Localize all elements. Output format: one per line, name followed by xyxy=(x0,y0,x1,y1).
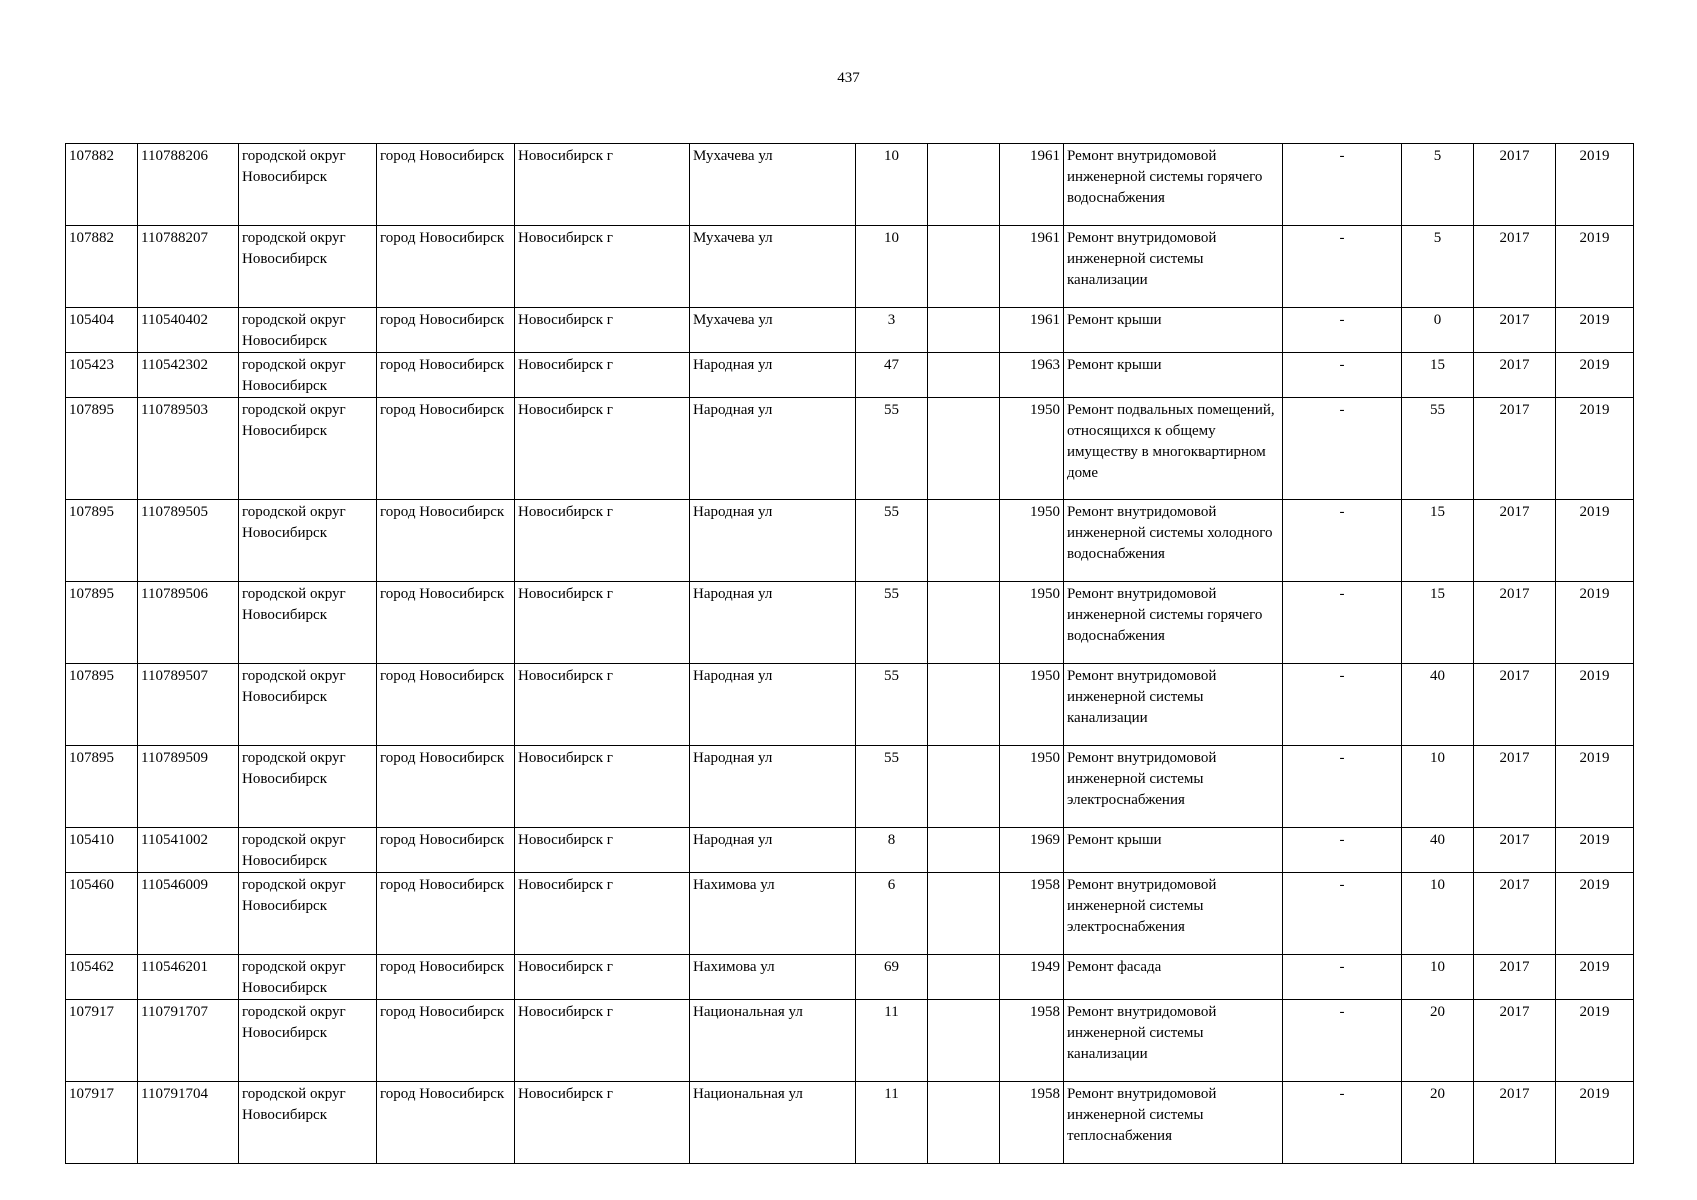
cell-house-number: 11 xyxy=(856,1000,928,1082)
cell-building xyxy=(928,582,1000,664)
table-row xyxy=(66,746,1634,828)
table-row xyxy=(66,1000,1634,1082)
cell-house-id: 107917 xyxy=(66,1000,138,1082)
table-row xyxy=(66,398,1634,500)
cell-end-year: 2019 xyxy=(1556,582,1634,664)
cell-end-year: 2019 xyxy=(1556,955,1634,1000)
cell-work-type: Ремонт внутридомовой инженерной системы канализации xyxy=(1064,226,1283,308)
cell-cost: 10 xyxy=(1402,873,1474,955)
cell-year-built: 1950 xyxy=(1000,500,1064,582)
cell-municipal-district: городской округ Новосибирск xyxy=(239,828,377,873)
cell-dash-mark: - xyxy=(1283,1082,1402,1164)
cell-locality: Новосибирск г xyxy=(515,500,690,582)
table-row xyxy=(66,828,1634,873)
cell-work-type: Ремонт внутридомовой инженерной системы канализации xyxy=(1064,1000,1283,1082)
cell-work-type: Ремонт внутридомовой инженерной системы теплоснабжения xyxy=(1064,1082,1283,1164)
cell-year-built: 1958 xyxy=(1000,1000,1064,1082)
cell-cost: 40 xyxy=(1402,828,1474,873)
cell-house-number: 8 xyxy=(856,828,928,873)
cell-dash-mark: - xyxy=(1283,873,1402,955)
cell-municipal-district: городской округ Новосибирск xyxy=(239,955,377,1000)
cell-cost: 40 xyxy=(1402,664,1474,746)
cell-municipal-district: городской округ Новосибирск xyxy=(239,746,377,828)
cell-work-id: 110789509 xyxy=(138,746,239,828)
cell-end-year: 2019 xyxy=(1556,873,1634,955)
cell-end-year: 2019 xyxy=(1556,828,1634,873)
cell-dash-mark: - xyxy=(1283,353,1402,398)
page-number: 437 xyxy=(837,70,860,86)
cell-settlement: город Новосибирск xyxy=(377,144,515,226)
cell-house-id: 107895 xyxy=(66,582,138,664)
cell-municipal-district: городской округ Новосибирск xyxy=(239,226,377,308)
cell-settlement: город Новосибирск xyxy=(377,353,515,398)
cell-settlement: город Новосибирск xyxy=(377,746,515,828)
cell-start-year: 2017 xyxy=(1474,746,1556,828)
cell-work-type: Ремонт крыши xyxy=(1064,308,1283,353)
cell-street: Народная ул xyxy=(690,828,856,873)
cell-work-type: Ремонт внутридомовой инженерной системы электроснабжения xyxy=(1064,746,1283,828)
cell-settlement: город Новосибирск xyxy=(377,582,515,664)
cell-work-type: Ремонт внутридомовой инженерной системы холодного водоснабжения xyxy=(1064,500,1283,582)
cell-house-id: 107882 xyxy=(66,226,138,308)
cell-start-year: 2017 xyxy=(1474,1082,1556,1164)
cell-locality: Новосибирск г xyxy=(515,353,690,398)
cell-cost: 20 xyxy=(1402,1000,1474,1082)
cell-start-year: 2017 xyxy=(1474,398,1556,500)
cell-year-built: 1961 xyxy=(1000,144,1064,226)
cell-end-year: 2019 xyxy=(1556,226,1634,308)
cell-building xyxy=(928,398,1000,500)
cell-dash-mark: - xyxy=(1283,664,1402,746)
table-body xyxy=(66,144,1634,1164)
cell-house-number: 55 xyxy=(856,746,928,828)
cell-locality: Новосибирск г xyxy=(515,955,690,1000)
cell-year-built: 1958 xyxy=(1000,1082,1064,1164)
cell-work-id: 110546201 xyxy=(138,955,239,1000)
cell-start-year: 2017 xyxy=(1474,955,1556,1000)
cell-work-id: 110546009 xyxy=(138,873,239,955)
table-row xyxy=(66,1082,1634,1164)
cell-start-year: 2017 xyxy=(1474,226,1556,308)
cell-locality: Новосибирск г xyxy=(515,746,690,828)
cell-municipal-district: городской округ Новосибирск xyxy=(239,1082,377,1164)
cell-street: Нахимова ул xyxy=(690,873,856,955)
cell-cost: 15 xyxy=(1402,582,1474,664)
cell-house-number: 3 xyxy=(856,308,928,353)
cell-municipal-district: городской округ Новосибирск xyxy=(239,664,377,746)
cell-house-number: 55 xyxy=(856,398,928,500)
cell-building xyxy=(928,873,1000,955)
table-row xyxy=(66,582,1634,664)
cell-cost: 10 xyxy=(1402,955,1474,1000)
cell-street: Народная ул xyxy=(690,500,856,582)
cell-street: Народная ул xyxy=(690,398,856,500)
cell-street: Мухачева ул xyxy=(690,144,856,226)
cell-work-id: 110789507 xyxy=(138,664,239,746)
cell-house-id: 107917 xyxy=(66,1082,138,1164)
cell-house-id: 105410 xyxy=(66,828,138,873)
cell-house-id: 105404 xyxy=(66,308,138,353)
cell-end-year: 2019 xyxy=(1556,308,1634,353)
cell-settlement: город Новосибирск xyxy=(377,1000,515,1082)
cell-settlement: город Новосибирск xyxy=(377,398,515,500)
cell-dash-mark: - xyxy=(1283,500,1402,582)
cell-work-type: Ремонт подвальных помещений, относящихся к общему имуществу в многоквартирном доме xyxy=(1064,398,1283,500)
cell-start-year: 2017 xyxy=(1474,353,1556,398)
cell-cost: 15 xyxy=(1402,500,1474,582)
cell-start-year: 2017 xyxy=(1474,308,1556,353)
cell-locality: Новосибирск г xyxy=(515,308,690,353)
cell-year-built: 1950 xyxy=(1000,664,1064,746)
cell-work-id: 110791704 xyxy=(138,1082,239,1164)
cell-dash-mark: - xyxy=(1283,226,1402,308)
cell-locality: Новосибирск г xyxy=(515,1082,690,1164)
table-row xyxy=(66,226,1634,308)
cell-work-type: Ремонт фасада xyxy=(1064,955,1283,1000)
cell-year-built: 1950 xyxy=(1000,398,1064,500)
cell-municipal-district: городской округ Новосибирск xyxy=(239,873,377,955)
cell-start-year: 2017 xyxy=(1474,500,1556,582)
cell-building xyxy=(928,353,1000,398)
cell-work-type: Ремонт внутридомовой инженерной системы горячего водоснабжения xyxy=(1064,582,1283,664)
cell-locality: Новосибирск г xyxy=(515,582,690,664)
cell-cost: 10 xyxy=(1402,746,1474,828)
cell-cost: 20 xyxy=(1402,1082,1474,1164)
cell-building xyxy=(928,226,1000,308)
cell-street: Мухачева ул xyxy=(690,226,856,308)
cell-house-number: 10 xyxy=(856,144,928,226)
cell-house-number: 55 xyxy=(856,582,928,664)
cell-start-year: 2017 xyxy=(1474,144,1556,226)
cell-settlement: город Новосибирск xyxy=(377,1082,515,1164)
cell-end-year: 2019 xyxy=(1556,353,1634,398)
cell-house-number: 11 xyxy=(856,1082,928,1164)
cell-year-built: 1950 xyxy=(1000,582,1064,664)
cell-house-id: 107895 xyxy=(66,746,138,828)
cell-dash-mark: - xyxy=(1283,144,1402,226)
cell-start-year: 2017 xyxy=(1474,582,1556,664)
cell-building xyxy=(928,955,1000,1000)
cell-house-id: 107895 xyxy=(66,664,138,746)
cell-work-type: Ремонт внутридомовой инженерной системы электроснабжения xyxy=(1064,873,1283,955)
cell-building xyxy=(928,746,1000,828)
cell-house-id: 105460 xyxy=(66,873,138,955)
cell-municipal-district: городской округ Новосибирск xyxy=(239,398,377,500)
cell-municipal-district: городской округ Новосибирск xyxy=(239,1000,377,1082)
cell-locality: Новосибирск г xyxy=(515,226,690,308)
table-row xyxy=(66,353,1634,398)
cell-dash-mark: - xyxy=(1283,398,1402,500)
cell-start-year: 2017 xyxy=(1474,664,1556,746)
cell-building xyxy=(928,1000,1000,1082)
cell-settlement: город Новосибирск xyxy=(377,226,515,308)
cell-year-built: 1950 xyxy=(1000,746,1064,828)
cell-street: Национальная ул xyxy=(690,1000,856,1082)
cell-work-id: 110540402 xyxy=(138,308,239,353)
cell-work-type: Ремонт внутридомовой инженерной системы горячего водоснабжения xyxy=(1064,144,1283,226)
cell-street: Мухачева ул xyxy=(690,308,856,353)
cell-dash-mark: - xyxy=(1283,582,1402,664)
cell-house-number: 6 xyxy=(856,873,928,955)
cell-work-id: 110541002 xyxy=(138,828,239,873)
cell-year-built: 1958 xyxy=(1000,873,1064,955)
cell-cost: 15 xyxy=(1402,353,1474,398)
cell-building xyxy=(928,308,1000,353)
cell-settlement: город Новосибирск xyxy=(377,873,515,955)
cell-end-year: 2019 xyxy=(1556,144,1634,226)
cell-building xyxy=(928,828,1000,873)
cell-work-id: 110788207 xyxy=(138,226,239,308)
cell-work-type: Ремонт крыши xyxy=(1064,353,1283,398)
cell-work-id: 110542302 xyxy=(138,353,239,398)
cell-year-built: 1963 xyxy=(1000,353,1064,398)
cell-locality: Новосибирск г xyxy=(515,873,690,955)
cell-house-id: 105423 xyxy=(66,353,138,398)
cell-house-number: 10 xyxy=(856,226,928,308)
cell-end-year: 2019 xyxy=(1556,1000,1634,1082)
cell-year-built: 1949 xyxy=(1000,955,1064,1000)
cell-cost: 5 xyxy=(1402,226,1474,308)
cell-house-id: 107895 xyxy=(66,398,138,500)
cell-work-id: 110789503 xyxy=(138,398,239,500)
cell-dash-mark: - xyxy=(1283,1000,1402,1082)
cell-locality: Новосибирск г xyxy=(515,1000,690,1082)
cell-locality: Новосибирск г xyxy=(515,398,690,500)
cell-year-built: 1961 xyxy=(1000,308,1064,353)
cell-end-year: 2019 xyxy=(1556,500,1634,582)
cell-locality: Новосибирск г xyxy=(515,144,690,226)
cell-settlement: город Новосибирск xyxy=(377,955,515,1000)
table-row xyxy=(66,144,1634,226)
cell-street: Народная ул xyxy=(690,582,856,664)
cell-municipal-district: городской округ Новосибирск xyxy=(239,582,377,664)
table-row xyxy=(66,308,1634,353)
cell-house-id: 107895 xyxy=(66,500,138,582)
table-row xyxy=(66,873,1634,955)
cell-municipal-district: городской округ Новосибирск xyxy=(239,500,377,582)
cell-dash-mark: - xyxy=(1283,308,1402,353)
table-row xyxy=(66,500,1634,582)
cell-house-number: 47 xyxy=(856,353,928,398)
cell-building xyxy=(928,144,1000,226)
cell-house-id: 105462 xyxy=(66,955,138,1000)
cell-cost: 55 xyxy=(1402,398,1474,500)
cell-work-id: 110791707 xyxy=(138,1000,239,1082)
cell-start-year: 2017 xyxy=(1474,828,1556,873)
cell-municipal-district: городской округ Новосибирск xyxy=(239,353,377,398)
cell-end-year: 2019 xyxy=(1556,1082,1634,1164)
cell-dash-mark: - xyxy=(1283,828,1402,873)
table-row xyxy=(66,955,1634,1000)
cell-building xyxy=(928,500,1000,582)
cell-settlement: город Новосибирск xyxy=(377,828,515,873)
cell-year-built: 1961 xyxy=(1000,226,1064,308)
cell-year-built: 1969 xyxy=(1000,828,1064,873)
cell-end-year: 2019 xyxy=(1556,398,1634,500)
cell-end-year: 2019 xyxy=(1556,746,1634,828)
cell-settlement: город Новосибирск xyxy=(377,500,515,582)
cell-house-number: 69 xyxy=(856,955,928,1000)
cell-house-number: 55 xyxy=(856,664,928,746)
cell-street: Национальная ул xyxy=(690,1082,856,1164)
cell-house-id: 107882 xyxy=(66,144,138,226)
cell-start-year: 2017 xyxy=(1474,873,1556,955)
cell-dash-mark: - xyxy=(1283,955,1402,1000)
cell-street: Народная ул xyxy=(690,353,856,398)
cell-work-type: Ремонт внутридомовой инженерной системы канализации xyxy=(1064,664,1283,746)
table-row xyxy=(66,664,1634,746)
cell-work-id: 110788206 xyxy=(138,144,239,226)
cell-street: Народная ул xyxy=(690,746,856,828)
cell-dash-mark: - xyxy=(1283,746,1402,828)
cell-locality: Новосибирск г xyxy=(515,664,690,746)
cell-house-number: 55 xyxy=(856,500,928,582)
cell-municipal-district: городской округ Новосибирск xyxy=(239,144,377,226)
cell-street: Народная ул xyxy=(690,664,856,746)
cell-start-year: 2017 xyxy=(1474,1000,1556,1082)
cell-settlement: город Новосибирск xyxy=(377,664,515,746)
cell-settlement: город Новосибирск xyxy=(377,308,515,353)
cell-end-year: 2019 xyxy=(1556,664,1634,746)
cell-work-type: Ремонт крыши xyxy=(1064,828,1283,873)
cell-building xyxy=(928,664,1000,746)
cell-cost: 5 xyxy=(1402,144,1474,226)
cell-cost: 0 xyxy=(1402,308,1474,353)
cell-street: Нахимова ул xyxy=(690,955,856,1000)
cell-work-id: 110789506 xyxy=(138,582,239,664)
repair-schedule-table xyxy=(65,143,1634,1164)
cell-municipal-district: городской округ Новосибирск xyxy=(239,308,377,353)
cell-building xyxy=(928,1082,1000,1164)
cell-locality: Новосибирск г xyxy=(515,828,690,873)
cell-work-id: 110789505 xyxy=(138,500,239,582)
